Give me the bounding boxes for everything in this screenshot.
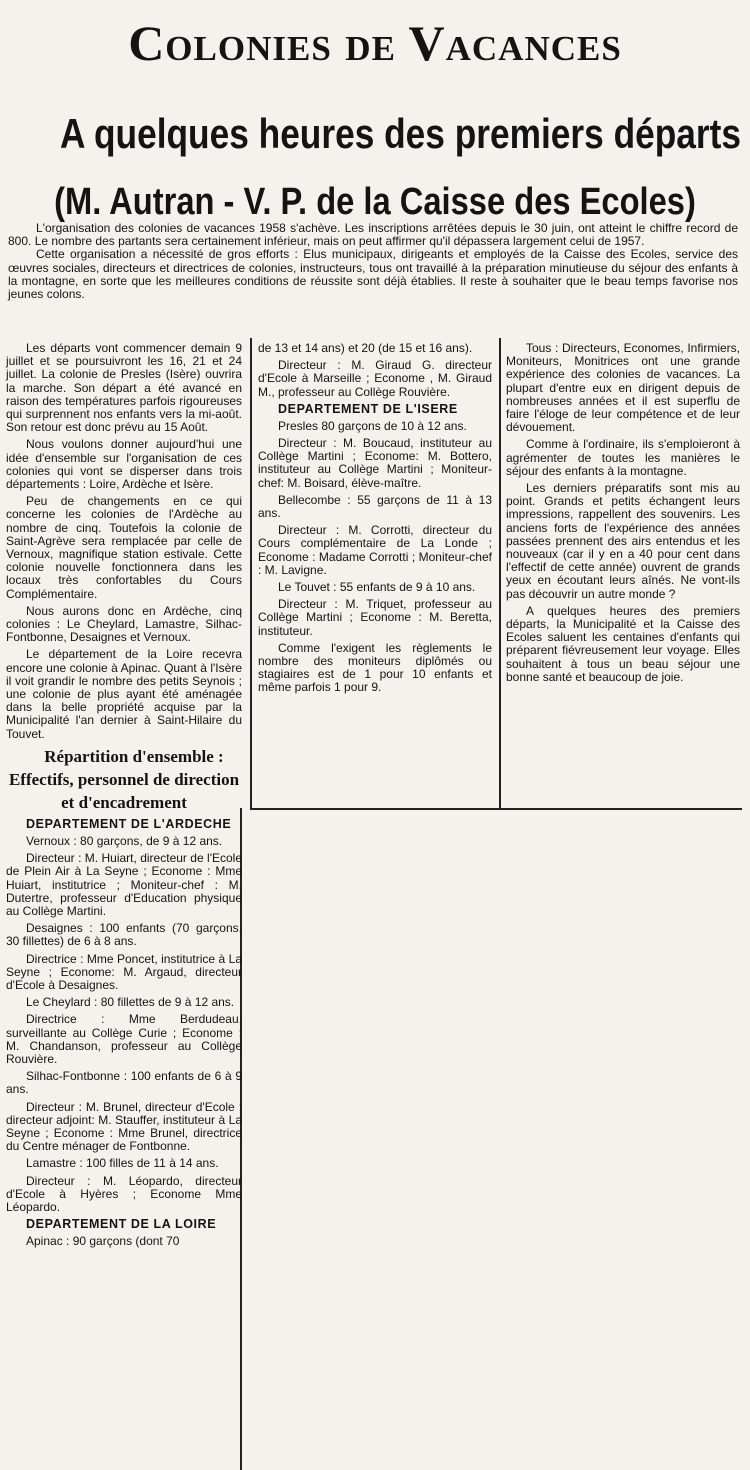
article-column-3 bbox=[506, 342, 740, 688]
staff-entry: Directeur : M. Brunel, directeur d'Ecole ; directeur adjoint: M. Stauffer, instituteur à La Seyne ; Econome : Mme Brunel, directrice du Centre ménager de Fontbonne. bbox=[6, 1099, 242, 1154]
column-rule bbox=[250, 338, 252, 810]
colony-entry: Lamastre : 100 filles de 11 à 14 ans. bbox=[26, 1156, 219, 1171]
body-paragraph: Comme l'exigent les règlements le nombre des moniteurs diplômés ou stagiaires est de 1 pour 10 enfants et même parfois 1 pour 9. bbox=[258, 640, 492, 695]
article-column-1 bbox=[6, 342, 242, 1252]
colony-entry: Presles 80 garçons de 10 à 12 ans. bbox=[278, 418, 467, 433]
colony-entry: Desaignes : 100 enfants (70 garçons, 30 fillettes) de 6 à 8 ans. bbox=[6, 921, 242, 949]
section-subheading: Répartition d'ensemble : Effectifs, personnel de direction et d'encadrement bbox=[8, 746, 240, 812]
body-paragraph: Nous aurons donc en Ardèche, cinq colonies : Le Cheylard, Lamastre, Silhac-Fontbonne, Desaignes et Vernoux. bbox=[6, 603, 242, 645]
colony-entry: Silhac-Fontbonne : 100 enfants de 6 à 9 ans. bbox=[6, 1069, 242, 1097]
staff-entry: Directeur : M. Corrotti, directeur du Cours complémentaire de La Londe ; Econome : Madame Corrotti ; Moniteur-chef : M. Lavigne. bbox=[258, 523, 492, 577]
department-heading: DEPARTEMENT DE LA LOIRE bbox=[26, 1217, 217, 1232]
article-column-2 bbox=[258, 342, 492, 699]
body-paragraph: Peu de changements en ce qui concerne les colonies de l'Ardèche au nombre de cinq. Toutefois la colonie de Saint-Agrève sera remplacée par celle de Vernoux, magnifique station estivale. Cette colonie nouvelle fonctionnera dans les locaux très confortables du Cours Complémentaire. bbox=[6, 494, 242, 601]
colony-entry: Vernoux : 80 garçons, de 9 à 12 ans. bbox=[26, 833, 223, 848]
body-paragraph: Les derniers préparatifs sont mis au point. Grands et petits échangent leurs impressions, rappellent des souvenirs. Les anciens forts de l'expérience des années passées prennent des airs entendus et les nouveaux (car il y en a 40 pour cent dans l'effectif de cette année) ouvrent de grands yeux en écoutant leurs aînés. Ne vont-ils pas découvrir un autre monde ? bbox=[506, 481, 740, 601]
body-paragraph: Nous voulons donner aujourd'hui une idée d'ensemble sur l'organisation de ces colonies qui vont se disperser dans trois départements : Loire, Ardèche et Isère. bbox=[6, 437, 242, 492]
colony-entry: Le Touvet : 55 enfants de 9 à 10 ans. bbox=[278, 580, 476, 595]
body-paragraph: A quelques heures des premiers départs, la Municipalité et la Caisse des Ecoles saluent les centaines d'enfants qui préparent fiévreusement leur voyage. Elles souhaitent à tous un beau séjour une bonne santé et beaucoup de joie. bbox=[506, 603, 740, 684]
department-heading: DEPARTEMENT DE L'ISERE bbox=[278, 401, 458, 416]
department-heading: DEPARTEMENT DE L'ARDECHE bbox=[26, 816, 232, 831]
intro-block bbox=[8, 222, 738, 301]
body-paragraph: Tous : Directeurs, Economes, Infirmiers, Moniteurs, Monitrices ont une grande expérience des colonies de vacances. La plupart d'entre eux en dirigent depuis de nombreuses années et il est superflu de faire l'éloge de leur compétence et de leur dévouement. bbox=[506, 341, 740, 435]
body-paragraph: Les départs vont commencer demain 9 juillet et se poursuivront les 16, 21 et 24 juillet. La colonie de Presles (Isère) ouvrira la marche. Son départ a été avancé en raison des températures parfois rigoureuses qui surprennent nos enfants vers la mi-août. Son retour est donc prévu au 15 Août. bbox=[6, 341, 242, 435]
body-paragraph: de 13 et 14 ans) et 20 (de 15 et 16 ans). bbox=[258, 341, 473, 355]
colony-entry: Le Cheylard : 80 fillettes de 9 à 12 ans. bbox=[26, 995, 235, 1010]
staff-entry: Directeur : M. Léopardo, directeur d'Ecole à Hyères ; Econome Mme Léopardo. bbox=[6, 1173, 242, 1214]
staff-entry: Directrice : Mme Poncet, institutrice à La Seyne ; Econome: M. Argaud, directeur d'Ecole à Desaignes. bbox=[6, 951, 242, 992]
staff-entry: Directeur : M. Boucaud, instituteur au Collège Martini ; Econome: M. Bottero, instituteur au Collège Martini ; Moniteur-chef: M. Boisard, élève-maître. bbox=[258, 436, 492, 490]
intro-paragraph: L'organisation des colonies de vacances 1958 s'achève. Les inscriptions arrêtées depuis le 30 juin, ont atteint le chiffre record de 800. Le nombre des partants sera certainement inférieur, mais on peut affirmer qu'il dépassera largement celui de 1957. bbox=[8, 221, 738, 249]
headline-subtitle: A quelques heures des premiers départs bbox=[60, 110, 742, 157]
intro-paragraph: Cette organisation a nécessité de gros efforts : Elus municipaux, dirigeants et employés de la Caisse des Ecoles, service des œuvres sociales, directeurs et directrices de colonies, instructeurs, tous ont travaillé à la préparation minutieuse du séjour des enfants à la montagne, en sorte que les meilleures conditions de réussite sont déjà établies. Il reste à souhaiter que le beau temps favorise nos jeunes colons. bbox=[8, 247, 738, 302]
column-rule bbox=[252, 808, 742, 810]
staff-entry: Directrice : Mme Berdudeau, surveillante au Collège Curie ; Econome : M. Chandanson, professeur au Collège Rouvière. bbox=[6, 1012, 242, 1066]
colony-entry: Bellecombe : 55 garçons de 11 à 13 ans. bbox=[258, 492, 492, 521]
headline-title: Colonies de Vacances bbox=[128, 15, 622, 71]
body-paragraph: Comme à l'ordinaire, ils s'emploieront à agrémenter de toutes les manières le séjour des enfants à la montagne. bbox=[506, 437, 740, 478]
headline-byline: (M. Autran - V. P. de la Caisse des Ecoles) bbox=[54, 181, 696, 223]
staff-entry: Directeur : M. Triquet, professeur au Collège Martini ; Econome : M. Beretta, instituteur. bbox=[258, 597, 492, 638]
column-rule bbox=[499, 338, 501, 810]
staff-entry: Directeur : M. Giraud G. directeur d'Ecole à Marseille ; Econome , M. Giraud M., professeur au Collège Rouvière. bbox=[258, 358, 492, 399]
colony-entry: Apinac : 90 garçons (dont 70 bbox=[26, 1234, 180, 1249]
staff-entry: Directeur : M. Huiart, directeur de l'Ecole de Plein Air à La Seyne ; Econome : Mme Huiart, institutrice ; Moniteur-chef : M. Dutertre, professeur d'Education physique au Collège Martini. bbox=[6, 851, 242, 918]
body-paragraph: Le département de la Loire recevra encore une colonie à Apinac. Quant à l'Isère il voit grandir le nombre des petits Seynois ; une colonie de plus ayant été aménagée dans la belle propriété acquise par la Municipalité l'an dernier à Saint-Hilaire du Touvet. bbox=[6, 647, 242, 741]
